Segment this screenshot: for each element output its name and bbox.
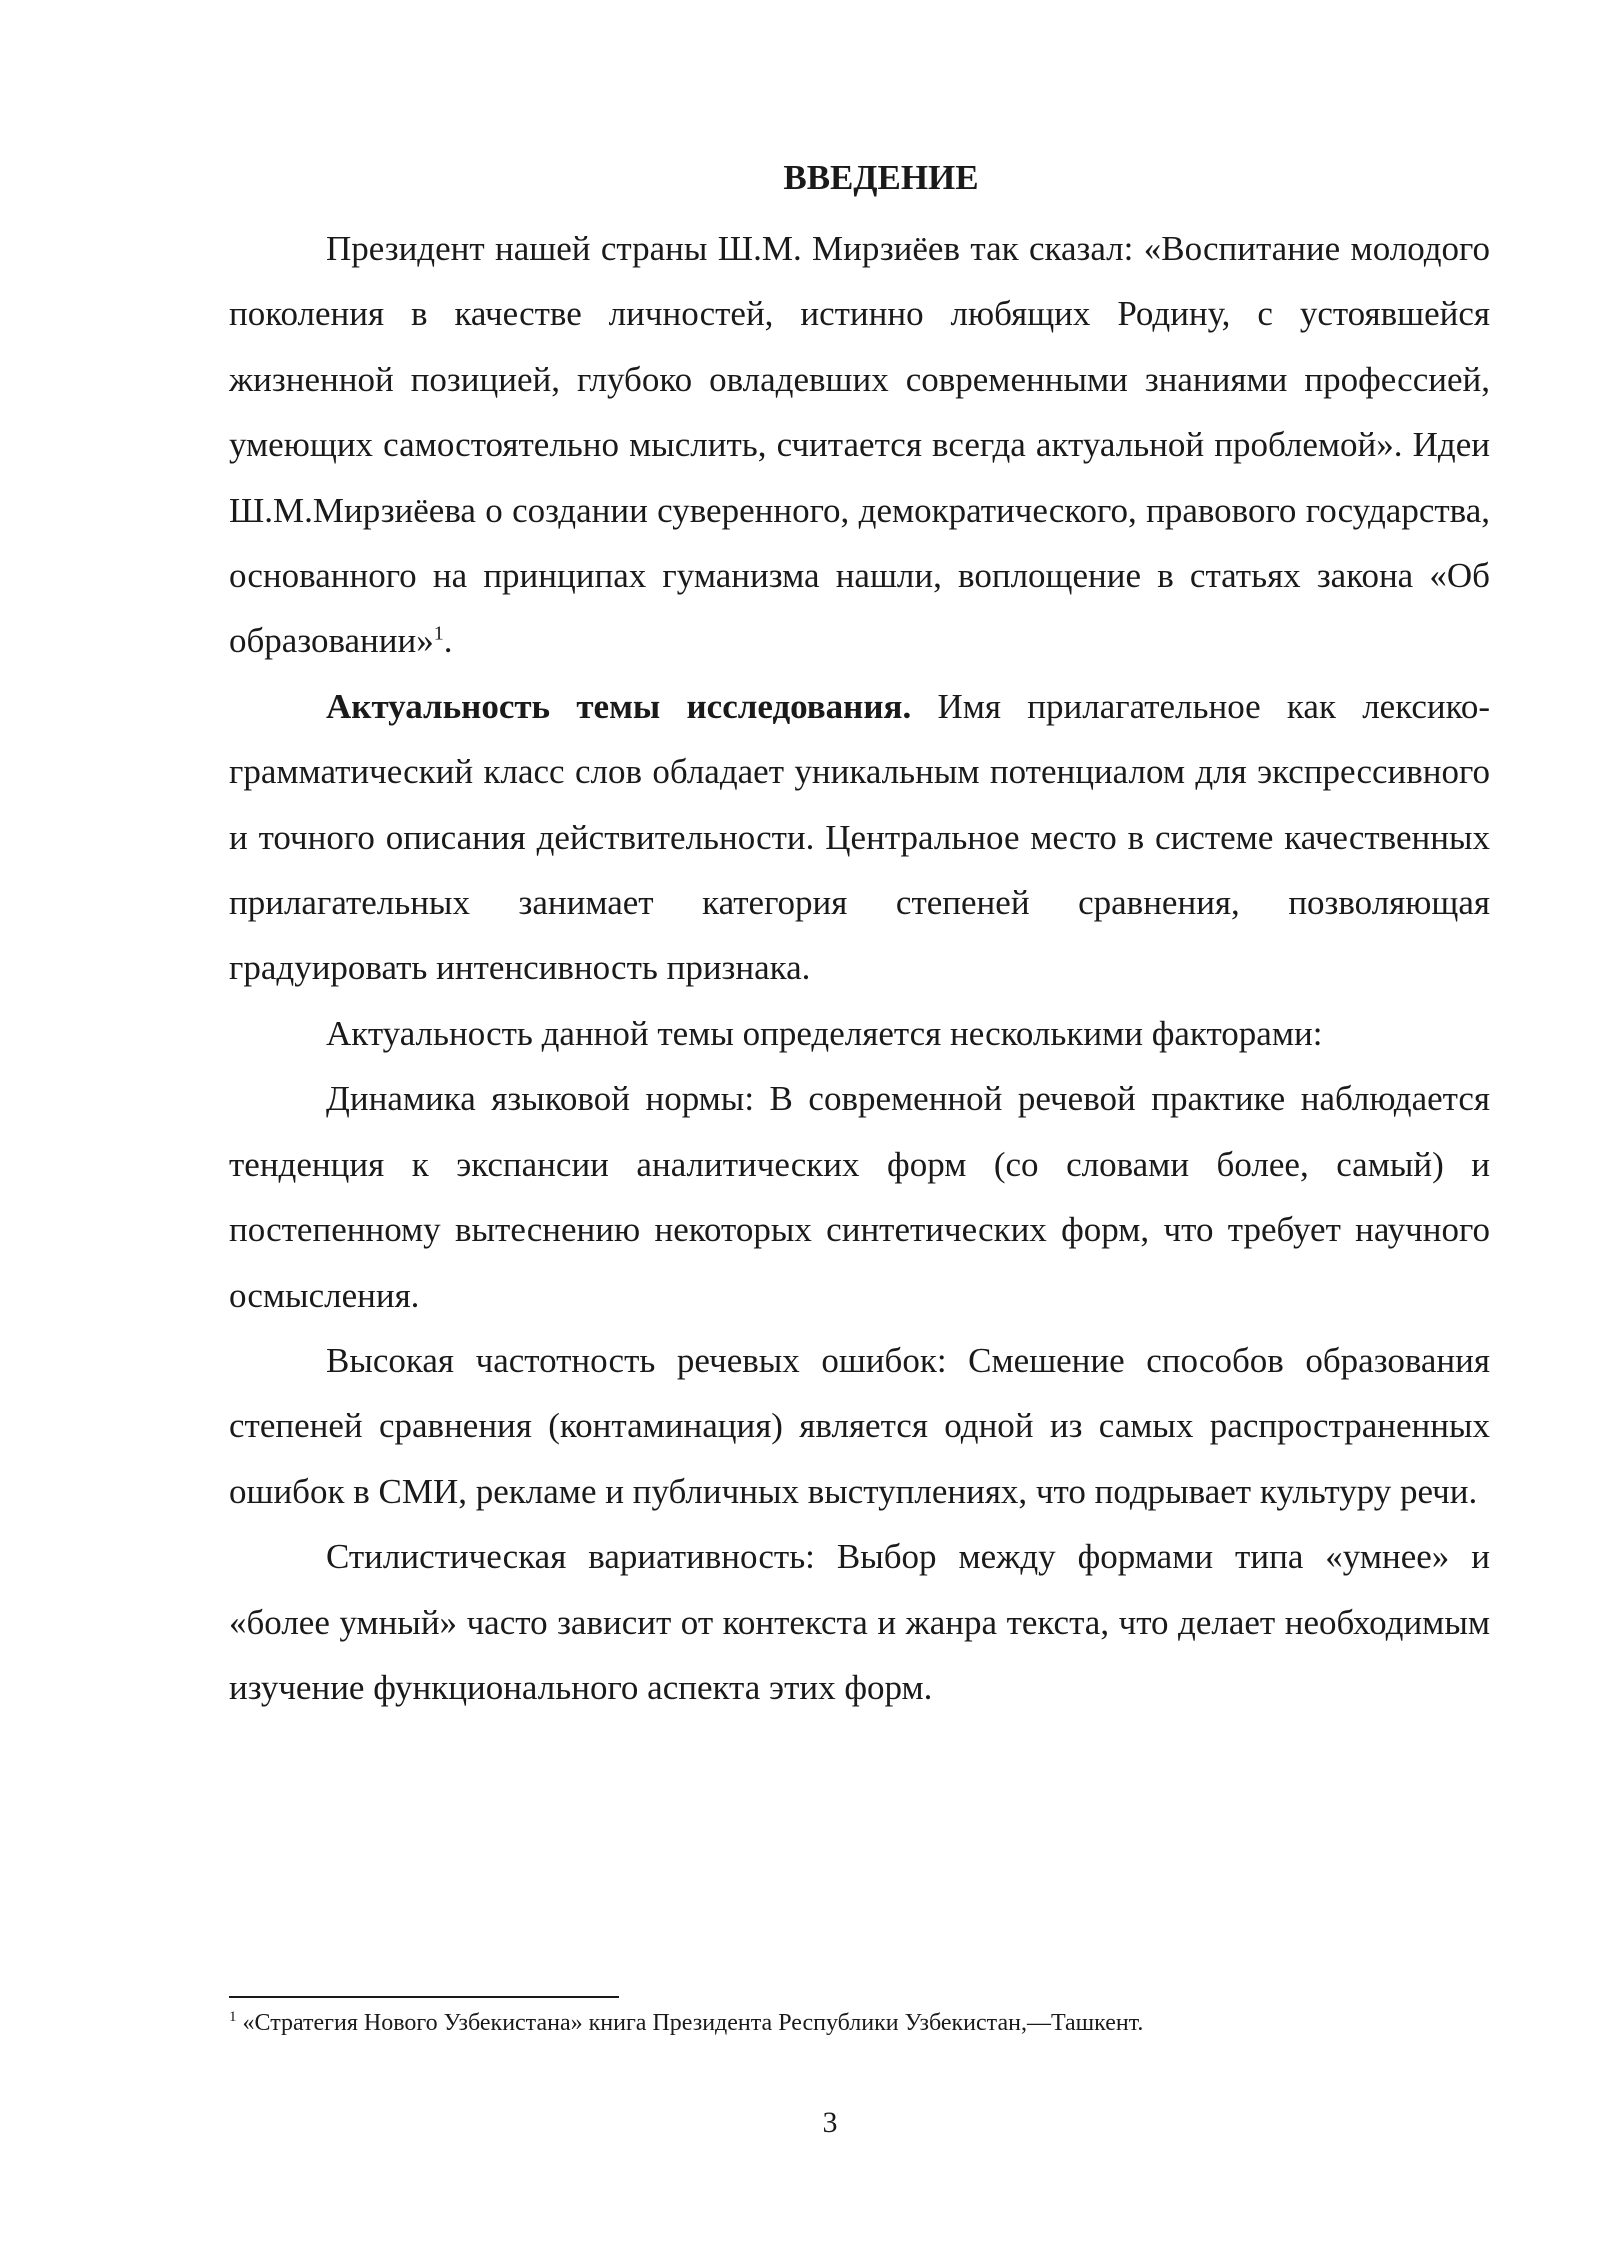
paragraph-text: Стилистическая вариативность: Выбор между формами типа «умнее» и «более умный» часто зависит от контекста и жанра текста, что делает необходимым изучение функционального аспекта этих форм.	[229, 1537, 1490, 1707]
paragraph-4	[229, 1066, 1490, 1328]
paragraph-text: Президент нашей страны Ш.М. Мирзиёев так сказал: «Воспитание молодого поколения в качестве личностей, истинно любящих Родину, с устоявшейся жизненной позицией, глубоко овладевших современными знаниями профессией, умеющих самостоятельно мыслить, считается всегда актуальной проблемой». Идеи Ш.М.Мирзиёева о создании суверенного, демократического, правового государства, основанного на принципах гуманизма нашли, воплощение в статьях закона «Об образовании»	[229, 229, 1490, 661]
footnote	[229, 2007, 1490, 2039]
section-title: ВВЕДЕНИЕ	[783, 158, 979, 197]
footnote-marker: 1	[229, 2009, 237, 2025]
paragraph-text: Имя прилагательное как лексико-грамматический класс слов обладает уникальным потенциалом для экспрессивного и точного описания действительности. Центральное место в системе качественных прилагательных занимает категория степеней сравнения, позволяющая градуировать интенсивность признака.	[229, 686, 1490, 988]
paragraph-text: Динамика языковой нормы: В современной речевой практике наблюдается тенденция к экспансии аналитических форм (со словами более, самый) и постепенному вытеснению некоторых синтетических форм, что требует научного осмысления.	[229, 1079, 1490, 1315]
paragraph-tail: .	[443, 621, 453, 661]
document-body	[229, 148, 1490, 1720]
paragraph-6	[229, 1524, 1490, 1720]
page-number: 3	[822, 2106, 838, 2139]
footnote-separator	[229, 1996, 619, 1998]
paragraph-3	[229, 1001, 1490, 1066]
paragraph-5	[229, 1328, 1490, 1524]
paragraph-1	[229, 216, 1490, 674]
footnote-text: «Стратегия Нового Узбекистана» книга Президента Республики Узбекистан,—Ташкент.	[236, 2010, 1144, 2036]
paragraph-2	[229, 674, 1490, 1001]
footnote-reference[interactable]: 1	[433, 622, 444, 645]
paragraph-text: Актуальность данной темы определяется несколькими факторами:	[326, 1013, 1323, 1053]
paragraph-text: Высокая частотность речевых ошибок: Смешение способов образования степеней сравнения (контаминация) является одной из самых распространенных ошибок в СМИ, рекламе и публичных выступлениях, что подрывает культуру речи.	[229, 1340, 1490, 1511]
paragraph-lead-bold: Актуальность темы исследования.	[326, 686, 912, 726]
